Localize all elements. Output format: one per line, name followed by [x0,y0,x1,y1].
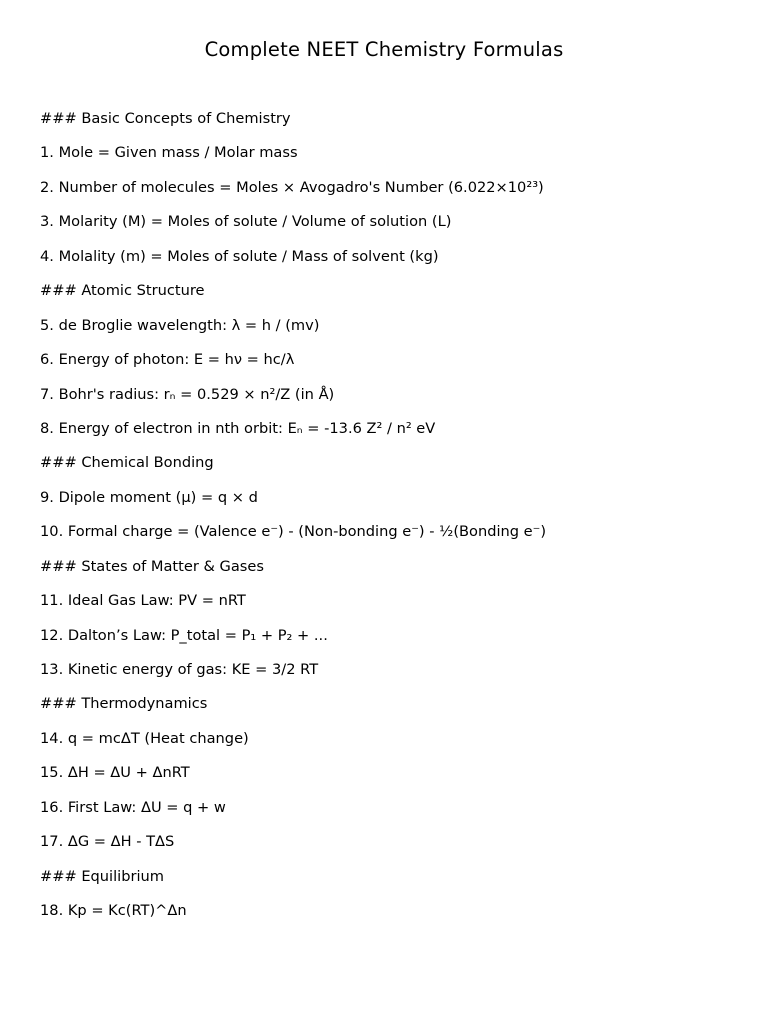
section-heading: ### Atomic Structure [40,282,205,300]
page-title: Complete NEET Chemistry Formulas [204,38,564,61]
formula-line: 8. Energy of electron in nth orbit: Eₙ = -13.6 Z² / n² eV [40,419,436,437]
formula-line: 7. Bohr's radius: rₙ = 0.529 × n²/Z (in Å) [40,385,335,403]
formula-line: 11. Ideal Gas Law: PV = nRT [40,592,246,610]
formula-line: 6. Energy of photon: E = hν = hc/λ [40,351,295,369]
section-heading: ### Basic Concepts of Chemistry [40,110,291,127]
section-heading: ### Thermodynamics [40,695,208,713]
section-heading: ### Equilibrium [40,867,165,885]
formula-line: 16. First Law: ΔU = q + w [40,798,226,816]
formula-line: 18. Kp = Kc(RT)^Δn [40,902,187,920]
formula-line: 12. Dalton’s Law: P_total = P₁ + P₂ + ... [40,626,328,644]
section-heading: ### States of Matter & Gases [40,557,264,575]
formula-line: 2. Number of molecules = Moles × Avogadro's Number (6.022×10²³) [40,178,544,196]
formula-line: 17. ΔG = ΔH - TΔS [40,833,175,851]
formula-line: 15. ΔH = ΔU + ΔnRT [40,764,190,782]
formula-list [40,109,546,936]
section-heading: ### Chemical Bonding [40,454,214,472]
formula-line: 4. Molality (m) = Moles of solute / Mass of solvent (kg) [40,247,439,265]
formula-line: 5. de Broglie wavelength: λ = h / (mv) [40,316,320,334]
formula-line: 3. Molarity (M) = Moles of solute / Volume of solution (L) [40,213,452,231]
formula-line: 14. q = mcΔT (Heat change) [40,729,249,747]
formula-line: 13. Kinetic energy of gas: KE = 3/2 RT [40,661,319,678]
formula-line: 10. Formal charge = (Valence e⁻) - (Non-bonding e⁻) - ½(Bonding e⁻) [40,523,547,541]
formula-line: 1. Mole = Given mass / Molar mass [40,144,298,162]
formula-line: 9. Dipole moment (μ) = q × d [40,488,258,506]
